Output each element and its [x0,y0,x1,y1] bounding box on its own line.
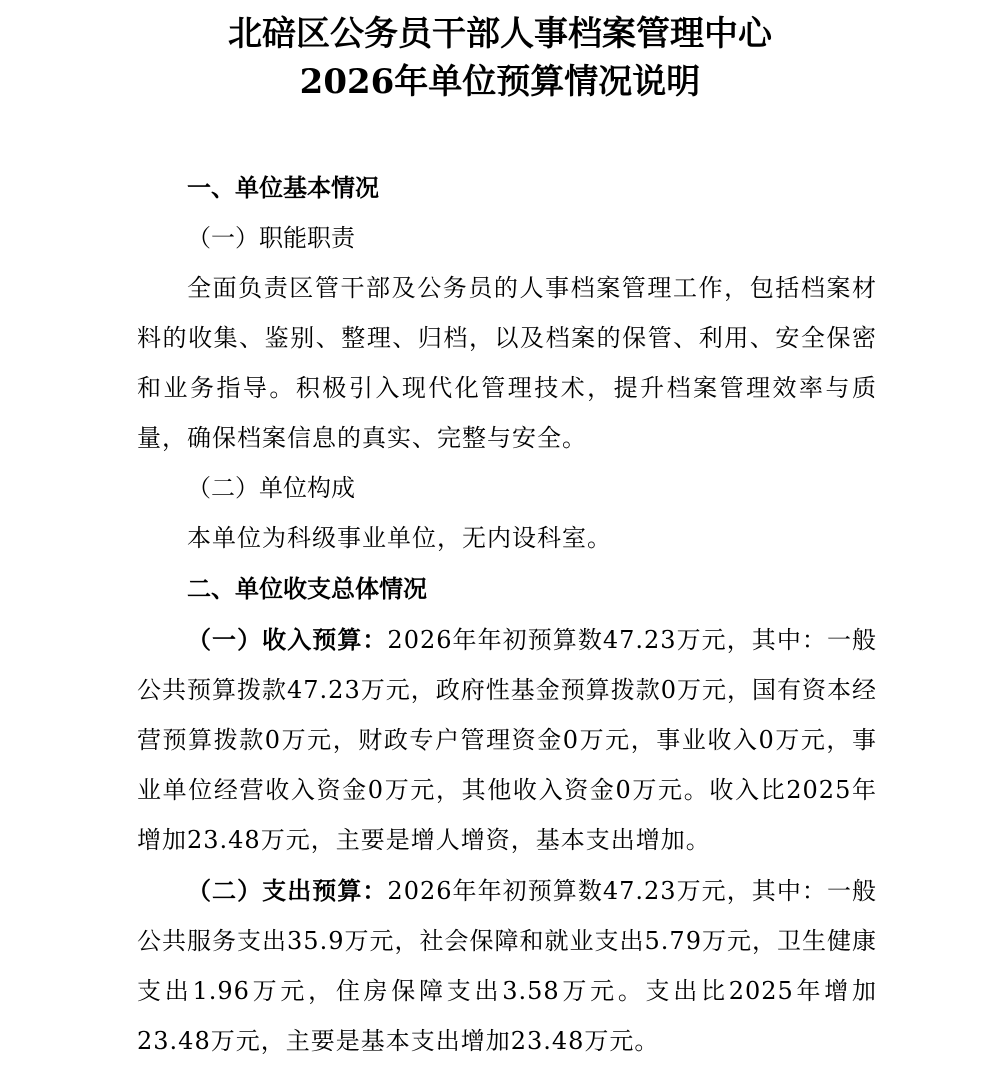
document-title-line1: 北碚区公务员干部人事档案管理中心 [228,14,772,54]
income-label: （一）收入预算： [187,625,388,654]
section1-sub2-body: 本单位为科级事业单位，无内设科室。 [187,524,612,552]
section1-heading: 一、单位基本情况 [187,173,379,202]
section2-heading: 二、单位收支总体情况 [187,574,427,603]
document-title-line2: 2026年单位预算情况说明 [299,62,701,102]
expense-body: 2026年年初预算数47.23万元，其中：一般公共服务支出35.9万元，社会保障和就业支出5.79万元，卫生健康支出1.96万元，住房保障支出3.58万元。支出比2025年增加23.48万元，主要是基本支出增加23.48万元。 [137,877,877,1055]
section2-income-paragraph [137,615,877,865]
section2-expense-paragraph [137,866,877,1066]
section1-sub1-heading: （一）职能职责 [187,224,355,252]
section1-sub1-body: 全面负责区管干部及公务员的人事档案管理工作，包括档案材料的收集、鉴别、整理、归档，以及档案的保管、利用、安全保密和业务指导。积极引入现代化管理技术，提升档案管理效率与质量，确保档案信息的真实、完整与安全。 [137,274,877,452]
expense-label: （二）支出预算： [187,876,388,905]
income-body: 2026年年初预算数47.23万元，其中：一般公共预算拨款47.23万元，政府性基金预算拨款0万元，国有资本经营预算拨款0万元，财政专户管理资金0万元，事业收入0万元，事业单位经营收入资金0万元，其他收入资金0万元。收入比2025年增加23.48万元，主要是增人增资，基本支出增加。 [137,626,877,854]
section1-sub2-heading: （二）单位构成 [187,474,355,502]
